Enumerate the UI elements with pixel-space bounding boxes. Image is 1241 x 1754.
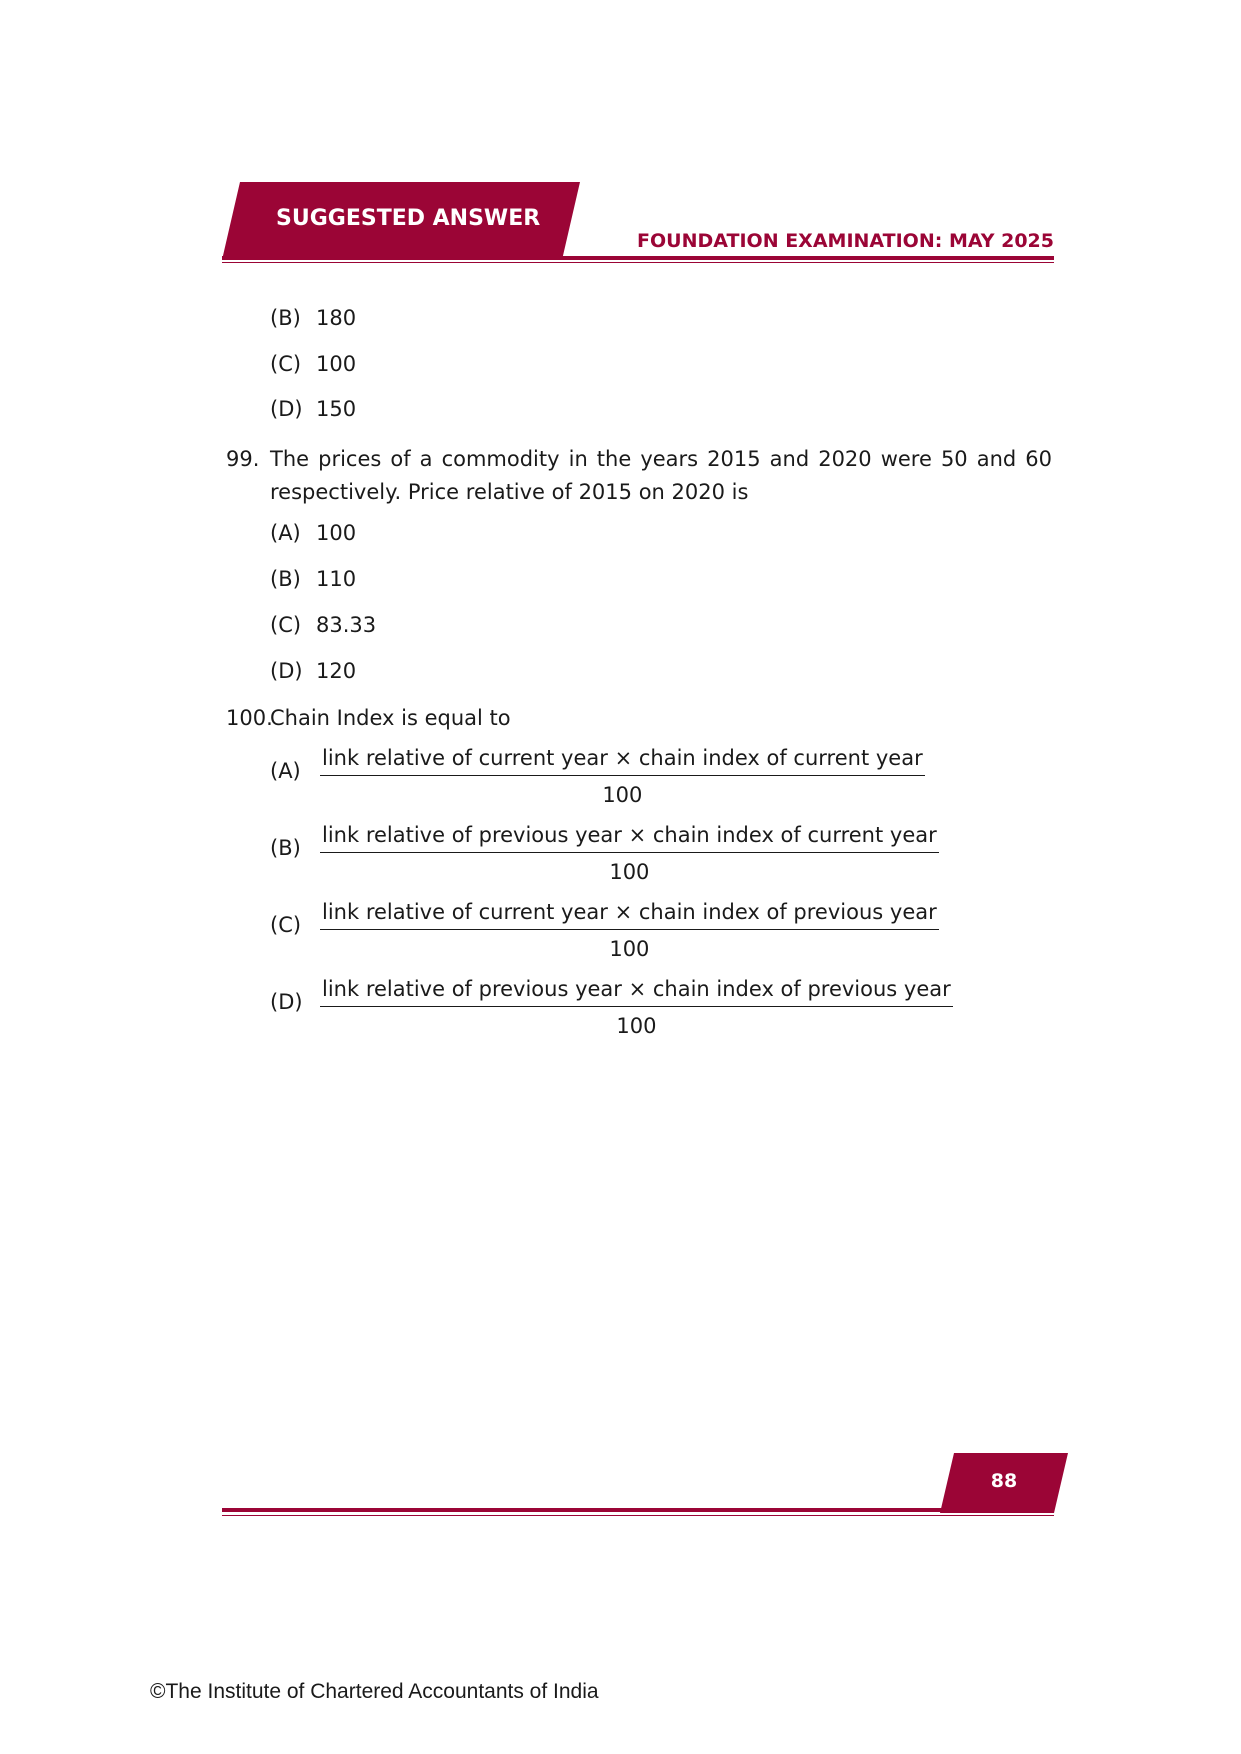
fraction-numerator: link relative of current year × chain index of previous year	[320, 899, 939, 930]
fraction-denominator: 100	[609, 937, 650, 961]
fraction-denominator: 100	[602, 783, 643, 807]
question-99	[226, 443, 1052, 509]
option-label: (C)	[270, 613, 302, 637]
option-label: (C)	[270, 352, 302, 376]
option-value: 180	[316, 306, 357, 330]
option-value: 110	[316, 567, 357, 591]
fraction-numerator: link relative of previous year × chain index of current year	[320, 822, 939, 853]
fraction	[320, 899, 939, 962]
option-label: (C)	[270, 913, 302, 937]
option-label: (A)	[270, 521, 301, 545]
header-rule-thin	[222, 262, 1054, 263]
question-number: 100.	[226, 706, 273, 730]
footer-rule	[222, 1508, 1054, 1512]
copyright-notice: ©The Institute of Chartered Accountants of India	[150, 1680, 599, 1703]
question-number: 99.	[226, 447, 260, 471]
option-label: (D)	[270, 659, 303, 683]
fraction-numerator: link relative of previous year × chain index of previous year	[320, 976, 953, 1007]
option-label: (D)	[270, 990, 303, 1014]
option-value: 150	[316, 397, 357, 421]
header-tab-label: SUGGESTED ANSWER	[276, 206, 541, 231]
fraction	[320, 976, 953, 1039]
fraction-denominator: 100	[609, 860, 650, 884]
option-label: (D)	[270, 397, 303, 421]
option-label: (B)	[270, 836, 301, 860]
option-value: 83.33	[316, 613, 377, 637]
question-text: Chain Index is equal to	[270, 706, 511, 730]
option-value: 100	[316, 521, 357, 545]
option-label: (B)	[270, 567, 301, 591]
exam-title: FOUNDATION EXAMINATION: MAY 2025	[637, 230, 1054, 252]
option-label: (A)	[270, 759, 301, 783]
option-value: 120	[316, 659, 357, 683]
question-text: The prices of a commodity in the years 2015 and 2020 were 50 and 60 respectively. Price relative of 2015 on 2020 is	[270, 447, 1052, 504]
footer-rule-thin	[222, 1515, 1054, 1516]
header-rule	[222, 256, 1054, 260]
fraction-denominator: 100	[616, 1014, 657, 1038]
fraction	[320, 745, 925, 808]
option-label: (B)	[270, 306, 301, 330]
fraction	[320, 822, 939, 885]
page-number: 88	[990, 1470, 1018, 1492]
fraction-numerator: link relative of current year × chain index of current year	[320, 745, 925, 776]
option-value: 100	[316, 352, 357, 376]
